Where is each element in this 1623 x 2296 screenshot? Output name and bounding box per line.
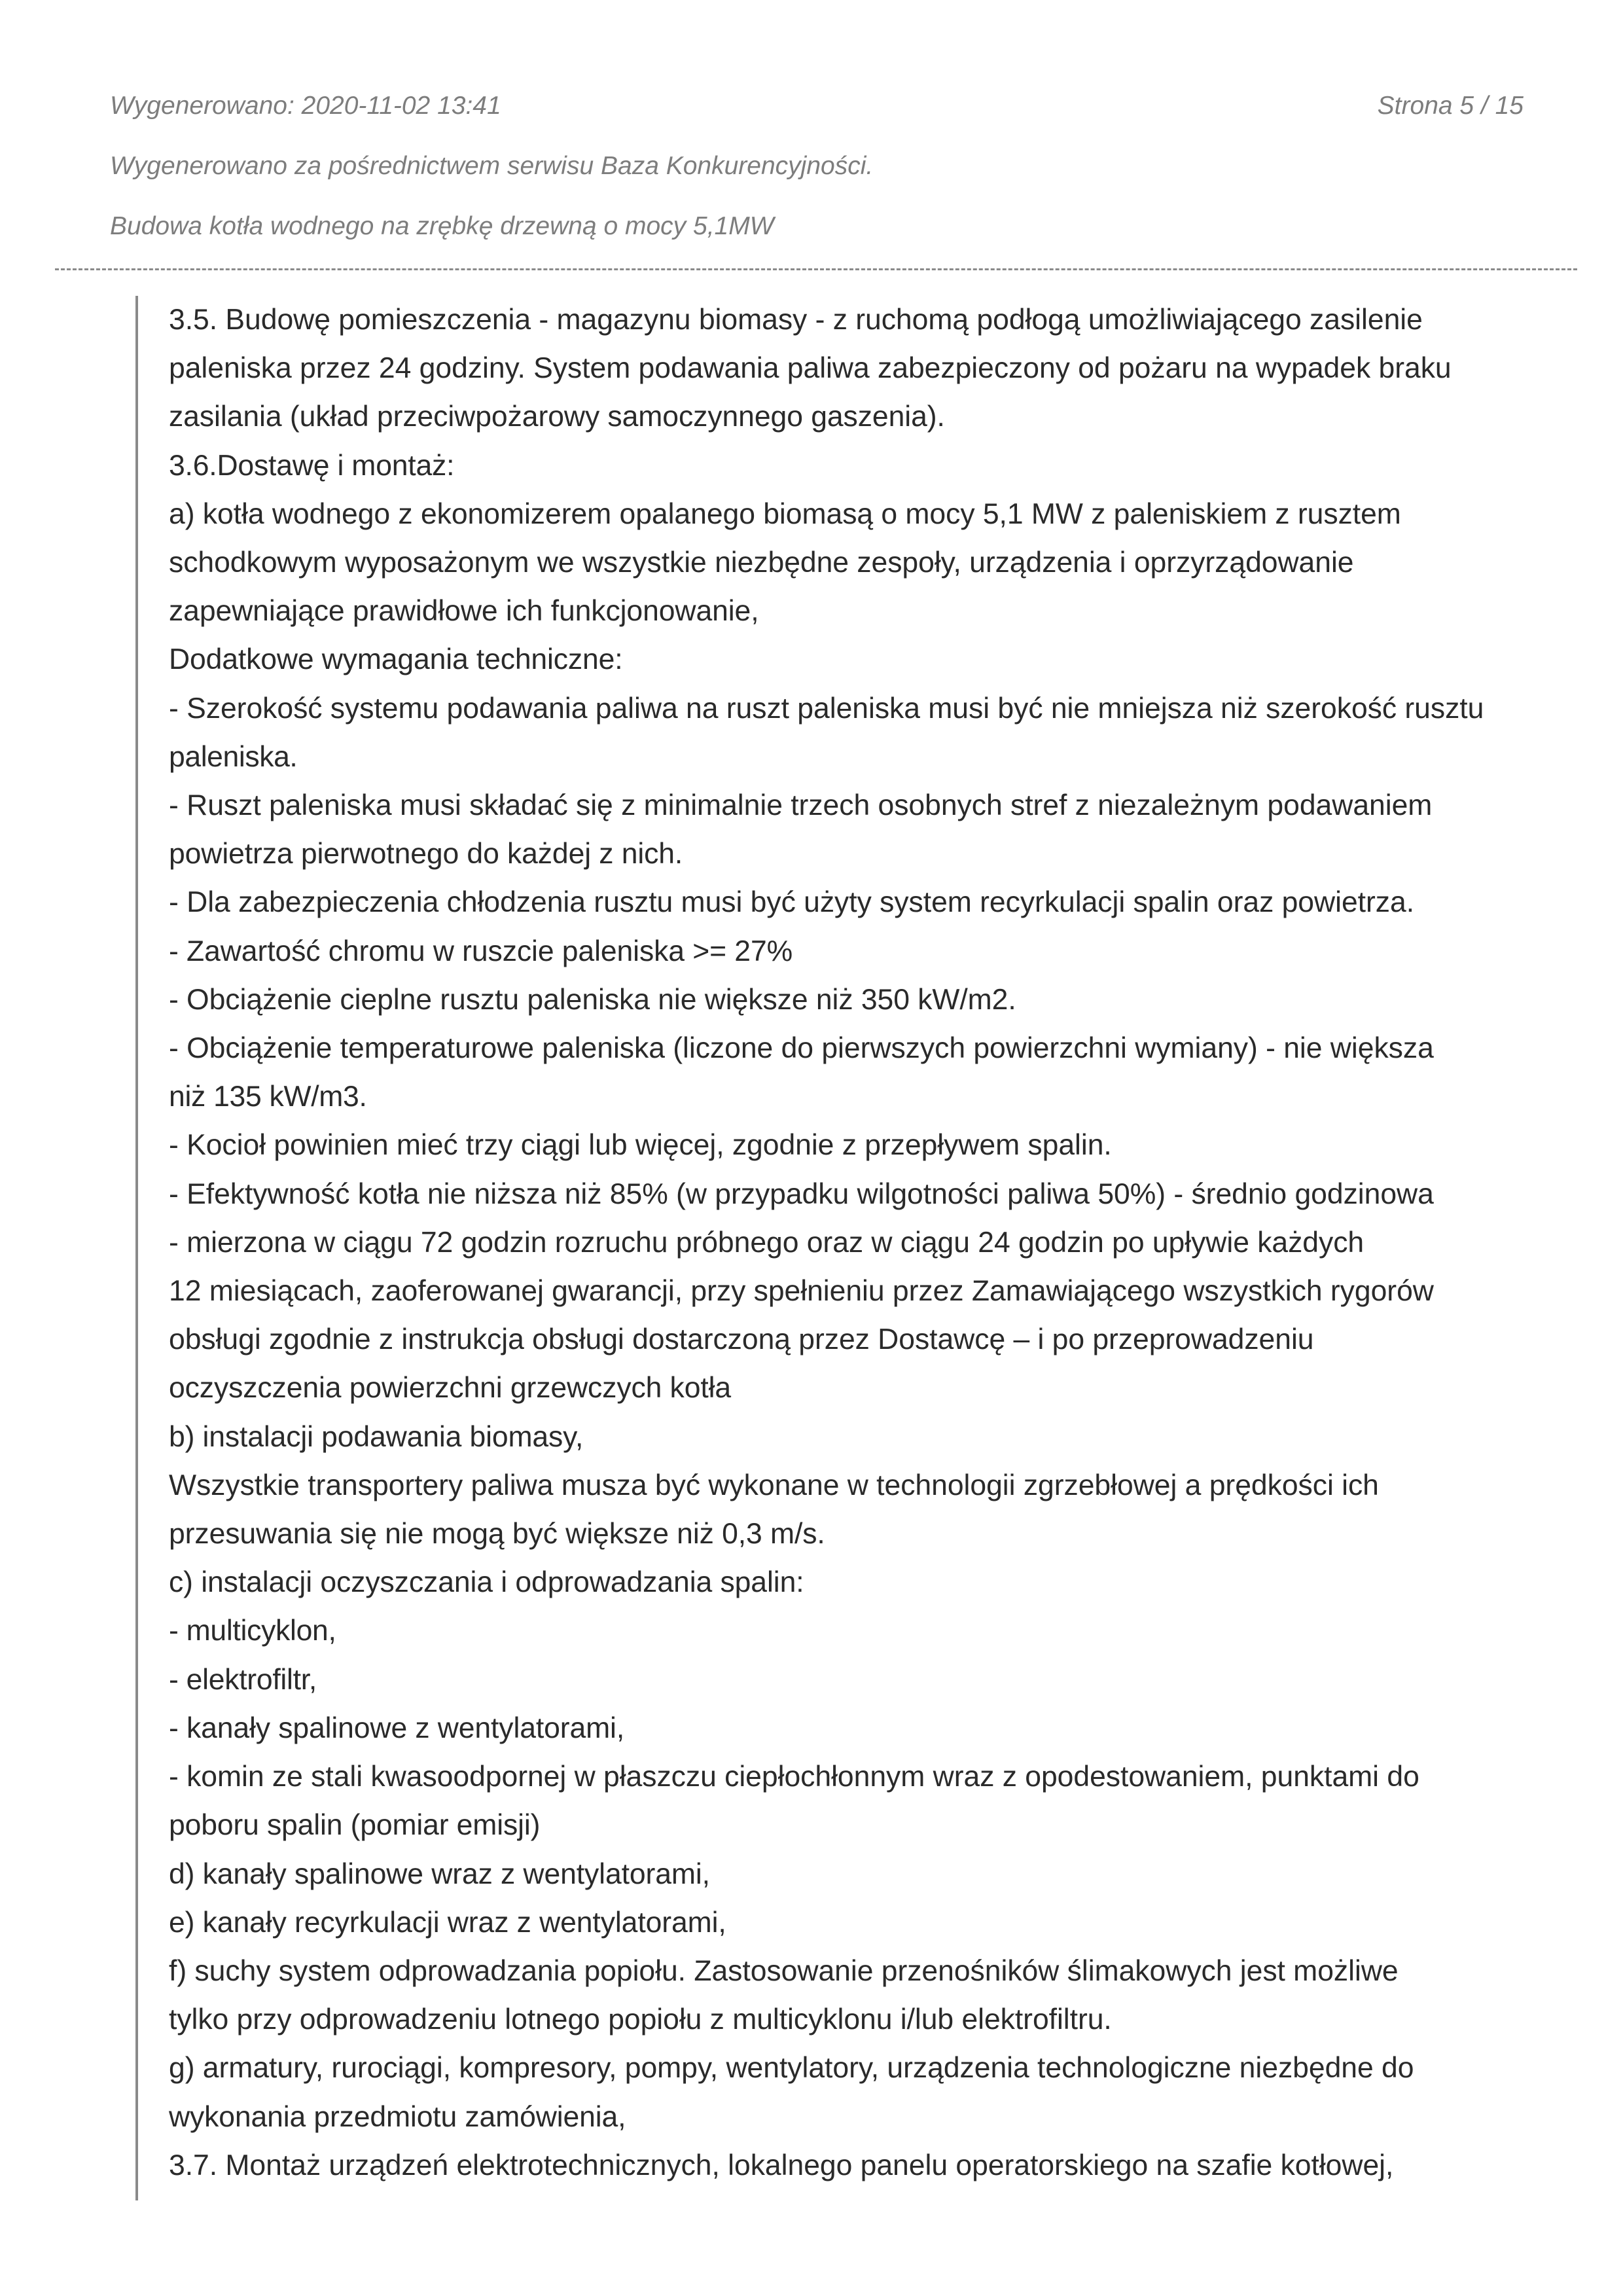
body-line: schodkowym wyposażonym we wszystkie niezbędne zespoły, urządzenia i oprzyrządowanie: [169, 547, 1354, 579]
body-line: b) instalacji podawania biomasy,: [169, 1420, 584, 1453]
body-line: d) kanały spalinowe wraz z wentylatorami,: [169, 1857, 710, 1890]
body-line: - mierzona w ciągu 72 godzin rozruchu próbnego oraz w ciągu 24 godzin po upływie każdych: [169, 1226, 1364, 1259]
body-line: - Zawartość chromu w ruszcie paleniska >= 27%: [169, 935, 793, 967]
body-line: zapewniające prawidłowe ich funkcjonowanie,: [169, 595, 759, 628]
body-line: - Szerokość systemu podawania paliwa na ruszt paleniska musi być nie mniejsza niż szerokość rusztu: [169, 692, 1484, 725]
body-line: 3.6.Dostawę i montaż:: [169, 449, 455, 482]
body-line: - Obciążenie cieplne rusztu paleniska nie większe niż 350 kW/m2.: [169, 983, 1016, 1016]
body-line: poboru spalin (pomiar emisji): [169, 1809, 541, 1842]
body-line: zasilania (układ przeciwpożarowy samoczynnego gaszenia).: [169, 401, 945, 433]
body-line: - Obciążenie temperaturowe paleniska (liczone do pierwszych powierzchni wymiany) - nie większa: [169, 1032, 1434, 1065]
body-line: a) kotła wodnego z ekonomizerem opalanego biomasą o mocy 5,1 MW z paleniskiem z rusztem: [169, 497, 1401, 530]
document-title: Budowa kotła wodnego na zrębkę drzewną o mocy 5,1MW: [110, 212, 774, 240]
body-line: - kanały spalinowe z wentylatorami,: [169, 1712, 625, 1744]
body-line: paleniska przez 24 godziny. System podawania paliwa zabezpieczony od pożaru na wypadek braku: [169, 352, 1452, 385]
body-line: - Efektywność kotła nie niższa niż 85% (w przypadku wilgotności paliwa 50%) - średnio godzinowa: [169, 1177, 1434, 1210]
header-divider: [55, 268, 1577, 270]
body-line: e) kanały recyrkulacji wraz z wentylatorami,: [169, 1906, 726, 1939]
body-line: niż 135 kW/m3.: [169, 1081, 367, 1113]
body-line: c) instalacji oczyszczania i odprowadzania spalin:: [169, 1566, 804, 1599]
body-line: 3.5. Budowę pomieszczenia - magazynu biomasy - z ruchomą podłogą umożliwiającego zasilenie: [169, 304, 1423, 336]
body-line: - multicyklon,: [169, 1615, 336, 1647]
body-line: wykonania przedmiotu zamówienia,: [169, 2100, 626, 2133]
body-line: przesuwania się nie mogą być większe niż 0,3 m/s.: [169, 1518, 825, 1551]
body-line: f) suchy system odprowadzania popiołu. Zastosowanie przenośników ślimakowych jest możliwe: [169, 1954, 1399, 1987]
body-line: Wszystkie transportery paliwa musza być wykonane w technologii zgrzebłowej a prędkości ich: [169, 1469, 1379, 1501]
body-line: - Kocioł powinien mieć trzy ciągi lub więcej, zgodnie z przepływem spalin.: [169, 1129, 1112, 1162]
body-line: - Ruszt paleniska musi składać się z minimalnie trzech osobnych stref z niezależnym podawaniem: [169, 789, 1433, 822]
body-line: oczyszczenia powierzchni grzewczych kotła: [169, 1372, 732, 1405]
generated-timestamp: Wygenerowano: 2020-11-02 13:41: [110, 92, 501, 120]
body-line: - Dla zabezpieczenia chłodzenia rusztu musi być użyty system recyrkulacji spalin oraz powietrza.: [169, 886, 1415, 919]
document-body: [135, 296, 1536, 2200]
header-row: [110, 90, 1524, 122]
body-line: powietrza pierwotnego do każdej z nich.: [169, 838, 683, 870]
body-line: tylko przy odprowadzeniu lotnego popiołu z multicyklonu i/lub elektrofiltru.: [169, 2003, 1112, 2036]
body-line: paleniska.: [169, 740, 298, 773]
body-line: Dodatkowe wymagania techniczne:: [169, 643, 623, 676]
body-line: obsługi zgodnie z instrukcja obsługi dostarczoną przez Dostawcę – i po przeprowadzeniu: [169, 1323, 1314, 1356]
body-line: 12 miesiącach, zaoferowanej gwarancji, przy spełnieniu przez Zamawiającego wszystkich rygorów: [169, 1275, 1434, 1308]
source-note: Wygenerowano za pośrednictwem serwisu Baza Konkurencyjności.: [110, 152, 874, 180]
page-number: Strona 5 / 15: [1377, 92, 1524, 120]
body-line: 3.7. Montaż urządzeń elektrotechnicznych, lokalnego panelu operatorskiego na szafie kotłowej,: [169, 2149, 1394, 2181]
body-line: - elektrofiltr,: [169, 1663, 317, 1696]
body-line: - komin ze stali kwasoodpornej w płaszczu ciepłochłonnym wraz z opodestowaniem, punktami do: [169, 1761, 1419, 1793]
body-line: g) armatury, rurociągi, kompresory, pompy, wentylatory, urządzenia technologiczne niezbędne do: [169, 2052, 1414, 2085]
